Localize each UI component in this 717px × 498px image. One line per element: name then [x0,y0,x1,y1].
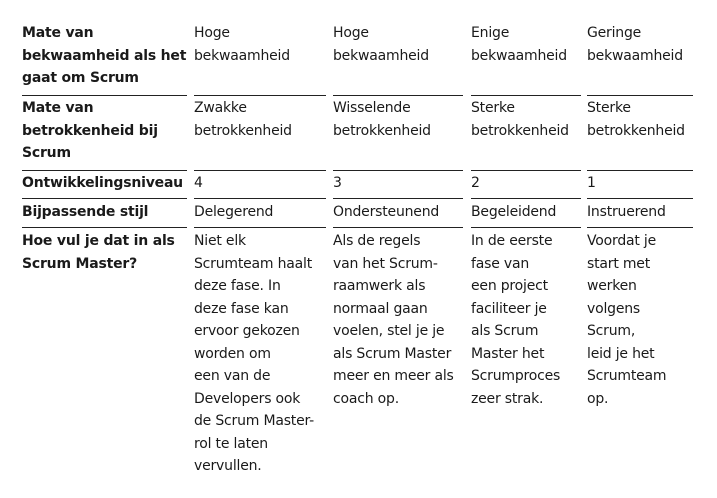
row-divider [194,95,326,96]
row-label-competence: Mate van bekwaamheid als het gaat om Scrum [22,25,187,86]
cell-commitment-1: Zwakke betrokkenheid [194,100,292,139]
row-divider [587,198,693,199]
row-divider [471,198,581,199]
row-divider [333,170,463,171]
cell-competence-2: Hoge bekwaamheid [333,25,429,64]
cell-commitment-2: Wisselende betrokkenheid [333,100,431,139]
row-divider [587,170,693,171]
row-divider [333,198,463,199]
row-divider [333,227,463,228]
row-divider [587,227,693,228]
cell-scrum-master-2: Als de regels van het Scrum- raamwerk als normaal gaan voelen, stel je je als Scrum Master meer en meer als coach op. [333,233,454,407]
row-label-commitment: Mate van betrokkenheid bij Scrum [22,100,158,161]
row-divider [471,170,581,171]
cell-commitment-3: Sterke betrokkenheid [471,100,569,139]
cell-style-1: Delegerend [194,204,274,220]
cell-competence-3: Enige bekwaamheid [471,25,567,64]
cell-competence-4: Geringe bekwaamheid [587,25,683,64]
cell-style-2: Ondersteunend [333,204,440,220]
cell-competence-1: Hoge bekwaamheid [194,25,290,64]
row-divider [471,95,581,96]
row-label-scrum-master: Hoe vul je dat in als Scrum Master? [22,233,175,272]
row-divider [22,198,187,199]
row-divider [471,227,581,228]
row-divider [22,170,187,171]
cell-style-3: Begeleidend [471,204,557,220]
row-divider [587,95,693,96]
cell-development-level-4: 1 [587,175,596,191]
cell-development-level-2: 3 [333,175,342,191]
cell-development-level-3: 2 [471,175,480,191]
row-divider [22,227,187,228]
row-divider [194,170,326,171]
cell-development-level-1: 4 [194,175,203,191]
cell-scrum-master-4: Voordat je start met werken volgens Scrum, leid je het Scrumteam op. [587,233,667,407]
cell-style-4: Instruerend [587,204,666,220]
row-divider [194,227,326,228]
cell-scrum-master-1: Niet elk Scrumteam haalt deze fase. In deze fase kan ervoor gekozen worden om een van de Developers ook de Scrum Master- rol te laten vervullen. [194,233,315,474]
row-divider [333,95,463,96]
row-divider [22,95,187,96]
cell-scrum-master-3: In de eerste fase van een project faciliteer je als Scrum Master het Scrumproces zeer strak. [471,233,561,407]
cell-commitment-4: Sterke betrokkenheid [587,100,685,139]
row-divider [194,198,326,199]
row-label-style: Bijpassende stijl [22,204,149,220]
row-label-development-level: Ontwikkelingsniveau [22,175,183,191]
